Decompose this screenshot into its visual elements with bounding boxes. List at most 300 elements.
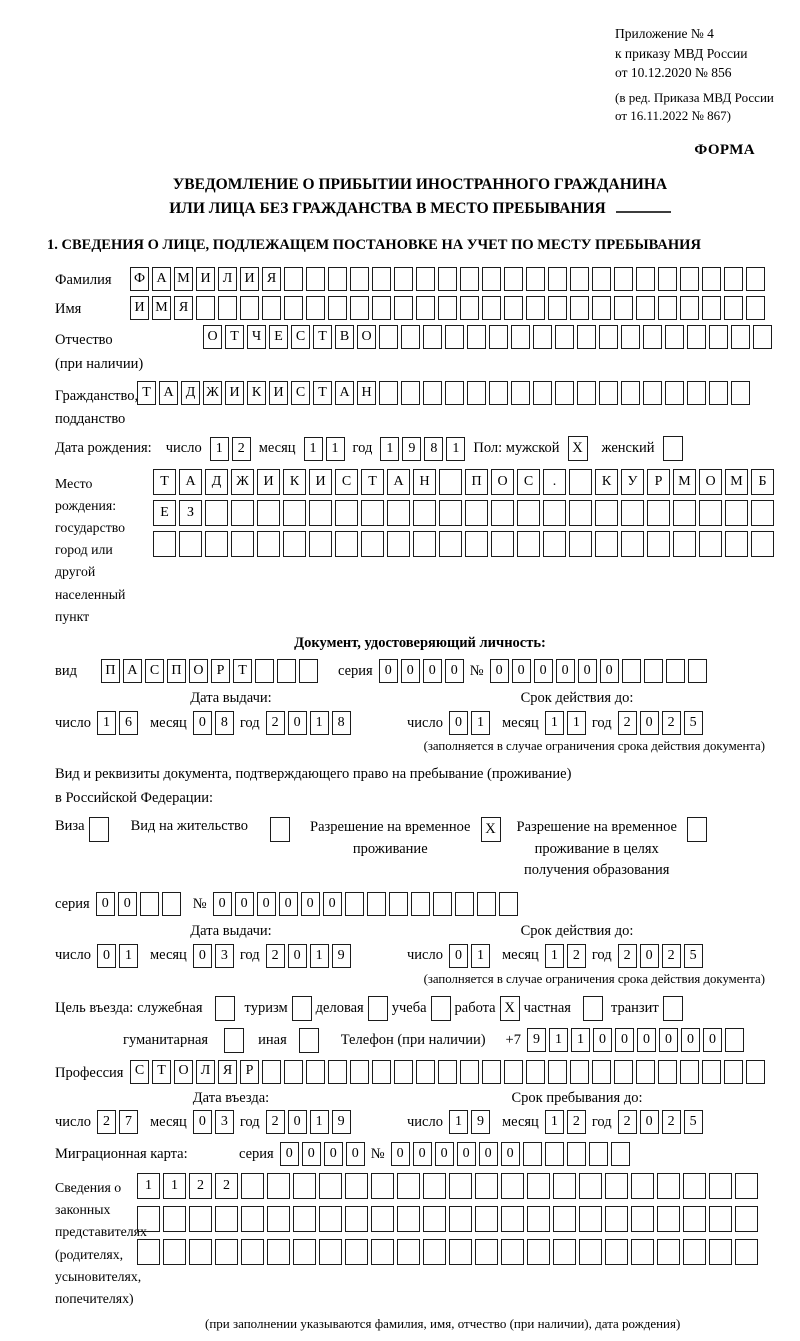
char-cell[interactable]: 0 xyxy=(534,659,553,683)
char-cell[interactable]: Ф xyxy=(130,267,149,291)
char-cell[interactable] xyxy=(614,1060,633,1084)
char-cell[interactable]: 0 xyxy=(413,1142,432,1166)
char-cell[interactable] xyxy=(746,1060,765,1084)
char-cell[interactable]: Ч xyxy=(247,325,266,349)
char-cell[interactable] xyxy=(526,1060,545,1084)
char-cell[interactable] xyxy=(491,531,514,557)
char-cell[interactable] xyxy=(433,892,452,916)
char-cell[interactable]: М xyxy=(673,469,696,495)
char-cell[interactable] xyxy=(240,296,259,320)
char-cell[interactable]: С xyxy=(145,659,164,683)
purpose-work-checkbox[interactable]: X xyxy=(500,996,520,1021)
char-cell[interactable] xyxy=(666,659,685,683)
char-cell[interactable]: А xyxy=(152,267,171,291)
char-cell[interactable] xyxy=(489,325,508,349)
char-cell[interactable] xyxy=(731,325,750,349)
char-cell[interactable]: М xyxy=(174,267,193,291)
char-cell[interactable] xyxy=(579,1239,602,1265)
char-cell[interactable]: 2 xyxy=(266,944,285,968)
char-cell[interactable]: И xyxy=(269,381,288,405)
char-cell[interactable]: 2 xyxy=(618,944,637,968)
char-cell[interactable] xyxy=(702,267,721,291)
char-cell[interactable] xyxy=(489,381,508,405)
char-cell[interactable] xyxy=(725,500,748,526)
char-cell[interactable] xyxy=(548,267,567,291)
char-cell[interactable]: 0 xyxy=(501,1142,520,1166)
char-cell[interactable]: 2 xyxy=(266,711,285,735)
char-cell[interactable]: И xyxy=(309,469,332,495)
char-cell[interactable] xyxy=(439,531,462,557)
char-cell[interactable] xyxy=(283,500,306,526)
char-cell[interactable] xyxy=(438,1060,457,1084)
purpose-official-checkbox[interactable] xyxy=(215,996,235,1021)
char-cell[interactable] xyxy=(511,325,530,349)
char-cell[interactable] xyxy=(709,1173,732,1199)
char-cell[interactable] xyxy=(367,892,386,916)
char-cell[interactable] xyxy=(350,267,369,291)
char-cell[interactable]: А xyxy=(335,381,354,405)
char-cell[interactable]: К xyxy=(247,381,266,405)
char-cell[interactable]: 0 xyxy=(490,659,509,683)
char-cell[interactable] xyxy=(592,296,611,320)
char-cell[interactable] xyxy=(394,267,413,291)
char-cell[interactable]: 2 xyxy=(618,1110,637,1134)
char-cell[interactable]: Т xyxy=(313,381,332,405)
char-cell[interactable] xyxy=(569,469,592,495)
char-cell[interactable] xyxy=(413,531,436,557)
char-cell[interactable] xyxy=(465,500,488,526)
char-cell[interactable]: 0 xyxy=(449,711,468,735)
char-cell[interactable]: Л xyxy=(218,267,237,291)
char-cell[interactable] xyxy=(257,531,280,557)
char-cell[interactable]: О xyxy=(491,469,514,495)
char-cell[interactable]: С xyxy=(335,469,358,495)
char-cell[interactable] xyxy=(439,500,462,526)
char-cell[interactable] xyxy=(255,659,274,683)
char-cell[interactable] xyxy=(605,1239,628,1265)
char-cell[interactable] xyxy=(665,381,684,405)
char-cell[interactable] xyxy=(592,1060,611,1084)
char-cell[interactable]: 2 xyxy=(189,1173,212,1199)
char-cell[interactable]: Д xyxy=(181,381,200,405)
char-cell[interactable]: 0 xyxy=(578,659,597,683)
char-cell[interactable] xyxy=(423,1239,446,1265)
char-cell[interactable]: 0 xyxy=(391,1142,410,1166)
char-cell[interactable]: 1 xyxy=(380,437,399,461)
char-cell[interactable]: 1 xyxy=(545,711,564,735)
char-cell[interactable] xyxy=(163,1206,186,1232)
char-cell[interactable]: 1 xyxy=(210,437,229,461)
char-cell[interactable] xyxy=(283,531,306,557)
char-cell[interactable]: 1 xyxy=(545,944,564,968)
char-cell[interactable] xyxy=(621,500,644,526)
char-cell[interactable]: 2 xyxy=(662,711,681,735)
char-cell[interactable] xyxy=(371,1206,394,1232)
char-cell[interactable] xyxy=(680,1060,699,1084)
char-cell[interactable] xyxy=(614,296,633,320)
temp-residence-checkbox[interactable]: X xyxy=(481,817,501,842)
char-cell[interactable] xyxy=(309,500,332,526)
char-cell[interactable] xyxy=(501,1173,524,1199)
purpose-tourism-checkbox[interactable] xyxy=(292,996,312,1021)
char-cell[interactable] xyxy=(361,531,384,557)
char-cell[interactable] xyxy=(306,1060,325,1084)
char-cell[interactable]: О xyxy=(174,1060,193,1084)
char-cell[interactable] xyxy=(724,296,743,320)
char-cell[interactable] xyxy=(548,296,567,320)
char-cell[interactable]: О xyxy=(203,325,222,349)
char-cell[interactable]: Т xyxy=(233,659,252,683)
char-cell[interactable] xyxy=(570,267,589,291)
char-cell[interactable] xyxy=(482,296,501,320)
char-cell[interactable] xyxy=(605,1206,628,1232)
char-cell[interactable] xyxy=(605,1173,628,1199)
char-cell[interactable]: 0 xyxy=(193,944,212,968)
char-cell[interactable]: 0 xyxy=(118,892,137,916)
char-cell[interactable]: 0 xyxy=(435,1142,454,1166)
char-cell[interactable] xyxy=(724,267,743,291)
char-cell[interactable]: И xyxy=(196,267,215,291)
char-cell[interactable]: Б xyxy=(751,469,774,495)
char-cell[interactable] xyxy=(241,1173,264,1199)
char-cell[interactable]: 0 xyxy=(615,1028,634,1052)
char-cell[interactable] xyxy=(622,659,641,683)
char-cell[interactable] xyxy=(477,892,496,916)
char-cell[interactable] xyxy=(709,381,728,405)
char-cell[interactable] xyxy=(709,1239,732,1265)
char-cell[interactable] xyxy=(387,531,410,557)
char-cell[interactable]: 0 xyxy=(449,944,468,968)
char-cell[interactable] xyxy=(423,325,442,349)
char-cell[interactable]: 5 xyxy=(684,944,703,968)
char-cell[interactable]: И xyxy=(257,469,280,495)
char-cell[interactable]: 0 xyxy=(659,1028,678,1052)
char-cell[interactable] xyxy=(455,892,474,916)
char-cell[interactable] xyxy=(643,381,662,405)
char-cell[interactable] xyxy=(423,1173,446,1199)
char-cell[interactable]: 0 xyxy=(600,659,619,683)
char-cell[interactable] xyxy=(328,296,347,320)
char-cell[interactable] xyxy=(163,1239,186,1265)
char-cell[interactable]: 9 xyxy=(527,1028,546,1052)
char-cell[interactable]: 9 xyxy=(332,944,351,968)
char-cell[interactable] xyxy=(751,500,774,526)
char-cell[interactable] xyxy=(335,500,358,526)
char-cell[interactable]: 0 xyxy=(379,659,398,683)
char-cell[interactable]: 0 xyxy=(640,944,659,968)
char-cell[interactable]: 9 xyxy=(471,1110,490,1134)
char-cell[interactable] xyxy=(753,325,772,349)
char-cell[interactable] xyxy=(543,500,566,526)
char-cell[interactable]: 2 xyxy=(567,944,586,968)
char-cell[interactable] xyxy=(735,1173,758,1199)
char-cell[interactable] xyxy=(683,1206,706,1232)
char-cell[interactable] xyxy=(475,1239,498,1265)
char-cell[interactable]: 0 xyxy=(637,1028,656,1052)
char-cell[interactable]: С xyxy=(130,1060,149,1084)
char-cell[interactable] xyxy=(460,267,479,291)
char-cell[interactable] xyxy=(416,296,435,320)
char-cell[interactable]: 1 xyxy=(471,711,490,735)
char-cell[interactable]: 3 xyxy=(215,1110,234,1134)
char-cell[interactable] xyxy=(673,500,696,526)
char-cell[interactable] xyxy=(309,531,332,557)
char-cell[interactable]: Т xyxy=(225,325,244,349)
char-cell[interactable] xyxy=(724,1060,743,1084)
char-cell[interactable]: 0 xyxy=(193,1110,212,1134)
purpose-study-checkbox[interactable] xyxy=(431,996,451,1021)
char-cell[interactable]: С xyxy=(517,469,540,495)
char-cell[interactable] xyxy=(416,267,435,291)
char-cell[interactable]: 8 xyxy=(215,711,234,735)
char-cell[interactable]: 0 xyxy=(423,659,442,683)
char-cell[interactable] xyxy=(394,296,413,320)
male-checkbox[interactable]: X xyxy=(568,436,588,461)
char-cell[interactable]: 0 xyxy=(193,711,212,735)
char-cell[interactable] xyxy=(709,1206,732,1232)
char-cell[interactable] xyxy=(215,1206,238,1232)
char-cell[interactable]: 1 xyxy=(304,437,323,461)
char-cell[interactable]: Ж xyxy=(231,469,254,495)
char-cell[interactable]: 8 xyxy=(332,711,351,735)
char-cell[interactable] xyxy=(553,1206,576,1232)
char-cell[interactable] xyxy=(328,1060,347,1084)
char-cell[interactable] xyxy=(688,659,707,683)
char-cell[interactable] xyxy=(657,1173,680,1199)
char-cell[interactable] xyxy=(517,500,540,526)
char-cell[interactable] xyxy=(460,296,479,320)
char-cell[interactable]: Д xyxy=(205,469,228,495)
char-cell[interactable] xyxy=(501,1206,524,1232)
char-cell[interactable] xyxy=(751,531,774,557)
char-cell[interactable]: 2 xyxy=(662,1110,681,1134)
char-cell[interactable]: 1 xyxy=(446,437,465,461)
char-cell[interactable]: 1 xyxy=(310,1110,329,1134)
char-cell[interactable] xyxy=(533,325,552,349)
char-cell[interactable]: Н xyxy=(357,381,376,405)
char-cell[interactable]: 2 xyxy=(618,711,637,735)
char-cell[interactable]: С xyxy=(291,325,310,349)
char-cell[interactable] xyxy=(555,325,574,349)
char-cell[interactable]: 1 xyxy=(326,437,345,461)
char-cell[interactable]: М xyxy=(725,469,748,495)
char-cell[interactable] xyxy=(543,531,566,557)
char-cell[interactable] xyxy=(504,267,523,291)
char-cell[interactable] xyxy=(397,1206,420,1232)
char-cell[interactable] xyxy=(350,296,369,320)
char-cell[interactable] xyxy=(257,500,280,526)
char-cell[interactable] xyxy=(319,1206,342,1232)
char-cell[interactable]: О xyxy=(357,325,376,349)
char-cell[interactable] xyxy=(517,531,540,557)
char-cell[interactable] xyxy=(511,381,530,405)
char-cell[interactable]: 1 xyxy=(97,711,116,735)
char-cell[interactable]: Я xyxy=(174,296,193,320)
char-cell[interactable]: 0 xyxy=(235,892,254,916)
char-cell[interactable] xyxy=(350,1060,369,1084)
char-cell[interactable]: 0 xyxy=(323,892,342,916)
char-cell[interactable] xyxy=(657,1239,680,1265)
char-cell[interactable]: Р xyxy=(240,1060,259,1084)
char-cell[interactable] xyxy=(394,1060,413,1084)
char-cell[interactable]: . xyxy=(543,469,566,495)
purpose-other-checkbox[interactable] xyxy=(299,1028,319,1053)
char-cell[interactable] xyxy=(569,531,592,557)
char-cell[interactable] xyxy=(702,296,721,320)
char-cell[interactable] xyxy=(735,1206,758,1232)
char-cell[interactable] xyxy=(699,531,722,557)
char-cell[interactable] xyxy=(319,1239,342,1265)
char-cell[interactable] xyxy=(599,325,618,349)
char-cell[interactable] xyxy=(725,531,748,557)
char-cell[interactable] xyxy=(643,325,662,349)
char-cell[interactable]: Я xyxy=(218,1060,237,1084)
char-cell[interactable] xyxy=(475,1206,498,1232)
purpose-business-checkbox[interactable] xyxy=(368,996,388,1021)
char-cell[interactable] xyxy=(196,296,215,320)
char-cell[interactable] xyxy=(631,1239,654,1265)
char-cell[interactable] xyxy=(680,296,699,320)
char-cell[interactable]: 1 xyxy=(471,944,490,968)
char-cell[interactable]: С xyxy=(291,381,310,405)
char-cell[interactable] xyxy=(397,1239,420,1265)
char-cell[interactable] xyxy=(644,659,663,683)
char-cell[interactable]: 2 xyxy=(232,437,251,461)
char-cell[interactable]: О xyxy=(699,469,722,495)
char-cell[interactable] xyxy=(621,531,644,557)
char-cell[interactable] xyxy=(262,296,281,320)
char-cell[interactable]: А xyxy=(179,469,202,495)
char-cell[interactable] xyxy=(501,1239,524,1265)
char-cell[interactable]: 0 xyxy=(479,1142,498,1166)
char-cell[interactable]: 1 xyxy=(163,1173,186,1199)
char-cell[interactable] xyxy=(702,1060,721,1084)
char-cell[interactable] xyxy=(709,325,728,349)
char-cell[interactable] xyxy=(746,296,765,320)
char-cell[interactable] xyxy=(361,500,384,526)
char-cell[interactable]: 1 xyxy=(449,1110,468,1134)
char-cell[interactable] xyxy=(683,1173,706,1199)
char-cell[interactable] xyxy=(137,1239,160,1265)
char-cell[interactable] xyxy=(658,296,677,320)
char-cell[interactable]: 0 xyxy=(288,1110,307,1134)
char-cell[interactable] xyxy=(570,296,589,320)
char-cell[interactable] xyxy=(423,1206,446,1232)
char-cell[interactable] xyxy=(413,500,436,526)
char-cell[interactable]: Т xyxy=(313,325,332,349)
char-cell[interactable]: 1 xyxy=(137,1173,160,1199)
char-cell[interactable]: К xyxy=(283,469,306,495)
char-cell[interactable]: 1 xyxy=(567,711,586,735)
char-cell[interactable] xyxy=(389,892,408,916)
char-cell[interactable]: 0 xyxy=(288,711,307,735)
char-cell[interactable] xyxy=(423,381,442,405)
char-cell[interactable]: 3 xyxy=(215,944,234,968)
char-cell[interactable] xyxy=(215,1239,238,1265)
char-cell[interactable] xyxy=(482,267,501,291)
char-cell[interactable] xyxy=(299,659,318,683)
char-cell[interactable] xyxy=(621,381,640,405)
char-cell[interactable]: П xyxy=(167,659,186,683)
char-cell[interactable] xyxy=(306,296,325,320)
char-cell[interactable] xyxy=(284,267,303,291)
char-cell[interactable]: 0 xyxy=(288,944,307,968)
char-cell[interactable] xyxy=(579,1173,602,1199)
char-cell[interactable]: З xyxy=(179,500,202,526)
char-cell[interactable] xyxy=(504,296,523,320)
char-cell[interactable] xyxy=(579,1206,602,1232)
char-cell[interactable]: 2 xyxy=(266,1110,285,1134)
char-cell[interactable]: 6 xyxy=(119,711,138,735)
char-cell[interactable] xyxy=(526,267,545,291)
char-cell[interactable] xyxy=(467,325,486,349)
char-cell[interactable] xyxy=(189,1206,212,1232)
char-cell[interactable]: Т xyxy=(152,1060,171,1084)
char-cell[interactable]: 5 xyxy=(684,711,703,735)
char-cell[interactable] xyxy=(231,500,254,526)
char-cell[interactable]: 0 xyxy=(301,892,320,916)
char-cell[interactable] xyxy=(372,1060,391,1084)
temp-residence-edu-checkbox[interactable] xyxy=(687,817,707,842)
char-cell[interactable] xyxy=(631,1173,654,1199)
char-cell[interactable] xyxy=(372,267,391,291)
char-cell[interactable]: 2 xyxy=(567,1110,586,1134)
char-cell[interactable] xyxy=(577,325,596,349)
char-cell[interactable] xyxy=(345,1173,368,1199)
char-cell[interactable] xyxy=(491,500,514,526)
char-cell[interactable]: Т xyxy=(137,381,156,405)
char-cell[interactable] xyxy=(460,1060,479,1084)
char-cell[interactable] xyxy=(687,325,706,349)
char-cell[interactable] xyxy=(482,1060,501,1084)
char-cell[interactable] xyxy=(687,381,706,405)
char-cell[interactable] xyxy=(241,1206,264,1232)
char-cell[interactable] xyxy=(658,267,677,291)
char-cell[interactable] xyxy=(179,531,202,557)
char-cell[interactable]: 8 xyxy=(424,437,443,461)
char-cell[interactable] xyxy=(636,1060,655,1084)
char-cell[interactable]: Е xyxy=(269,325,288,349)
char-cell[interactable] xyxy=(277,659,296,683)
char-cell[interactable]: 0 xyxy=(97,944,116,968)
char-cell[interactable] xyxy=(379,325,398,349)
char-cell[interactable] xyxy=(449,1173,472,1199)
char-cell[interactable] xyxy=(401,381,420,405)
char-cell[interactable] xyxy=(526,296,545,320)
char-cell[interactable] xyxy=(371,1239,394,1265)
char-cell[interactable]: 0 xyxy=(640,1110,659,1134)
char-cell[interactable]: 2 xyxy=(662,944,681,968)
char-cell[interactable] xyxy=(499,892,518,916)
char-cell[interactable] xyxy=(241,1239,264,1265)
char-cell[interactable]: И xyxy=(225,381,244,405)
char-cell[interactable] xyxy=(553,1239,576,1265)
female-checkbox[interactable] xyxy=(663,436,683,461)
char-cell[interactable] xyxy=(438,296,457,320)
char-cell[interactable] xyxy=(555,381,574,405)
char-cell[interactable] xyxy=(683,1239,706,1265)
char-cell[interactable]: 0 xyxy=(512,659,531,683)
purpose-humanitarian-checkbox[interactable] xyxy=(224,1028,244,1053)
char-cell[interactable] xyxy=(372,296,391,320)
char-cell[interactable] xyxy=(416,1060,435,1084)
char-cell[interactable] xyxy=(475,1173,498,1199)
char-cell[interactable] xyxy=(665,325,684,349)
char-cell[interactable] xyxy=(699,500,722,526)
char-cell[interactable]: 2 xyxy=(97,1110,116,1134)
char-cell[interactable] xyxy=(647,531,670,557)
char-cell[interactable] xyxy=(735,1239,758,1265)
